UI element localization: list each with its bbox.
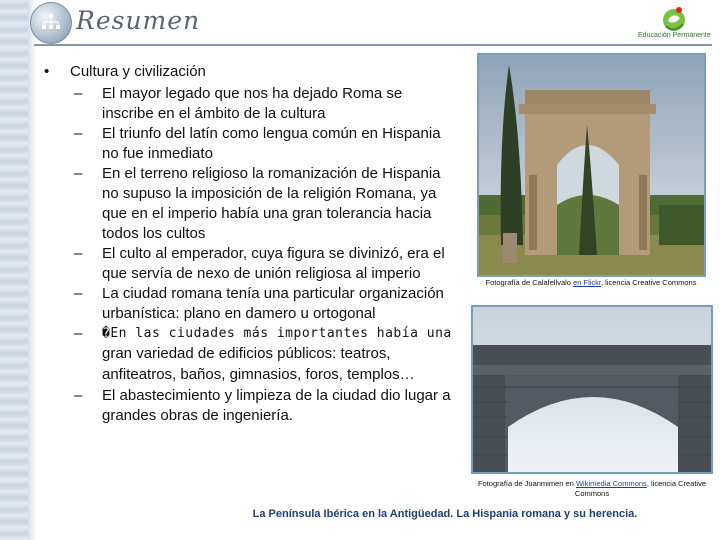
list-item: – El culto al emperador, cuya figura se divinizó, era el que servía de nexo de unión religiosa al imperio: [74, 245, 445, 282]
brand-name: Educación Permanente: [638, 32, 711, 39]
list-item: – El triunfo del latín como lengua común en Hispania no fue inmediato: [74, 125, 441, 162]
main-content: [44, 62, 454, 426]
list-item: – El abastecimiento y limpieza de la ciudad dio lugar a grandes obras de ingeniería.: [74, 387, 451, 424]
flickr-link[interactable]: en Flickr: [573, 278, 602, 287]
photo2-caption: Fotografía de Juanmimen en Wikimedia Commons, licencia Creative Commons: [477, 479, 707, 498]
list-item: – En el terreno religioso la romanización de Hispania no supuso la imposición de la religión Romana, ya que en el imperio había una gran tolerancia hacia todos los cultos: [74, 165, 441, 242]
wikimedia-link[interactable]: Wikimedia Commons: [575, 479, 647, 488]
header-emblem-icon: [30, 2, 72, 44]
main-bullet-heading: • Cultura y civilización: [44, 62, 454, 82]
left-band-shadow: [28, 0, 36, 540]
footer-title: La Península Ibérica en la Antigüedad. La Hispania romana y su herencia.: [252, 508, 638, 520]
list-item: – La ciudad romana tenía una particular organización urbanística: plano en damero u ortogonal: [74, 285, 444, 322]
header-divider: [34, 44, 712, 46]
list-item: – �En las ciudades más importantes había una gran variedad de edificios públicos: teatros, anfiteatros, baños, gimnasios, foros, templos…: [74, 325, 452, 383]
left-decorative-band: [0, 0, 29, 540]
roman-arch-photo: [477, 53, 706, 277]
page-title: Resumen: [76, 6, 201, 35]
aqueduct-photo: [471, 305, 713, 474]
network-icon: [42, 14, 60, 30]
photo1-caption: Fotografía de Calafellvalo en Flickr, licencia Creative Commons: [485, 278, 697, 287]
aqueduct-photo-illustration: [473, 307, 711, 472]
arch-photo-illustration: [479, 55, 704, 275]
list-item: – El mayor legado que nos ha dejado Roma se inscribe en el ámbito de la cultura: [74, 85, 403, 122]
